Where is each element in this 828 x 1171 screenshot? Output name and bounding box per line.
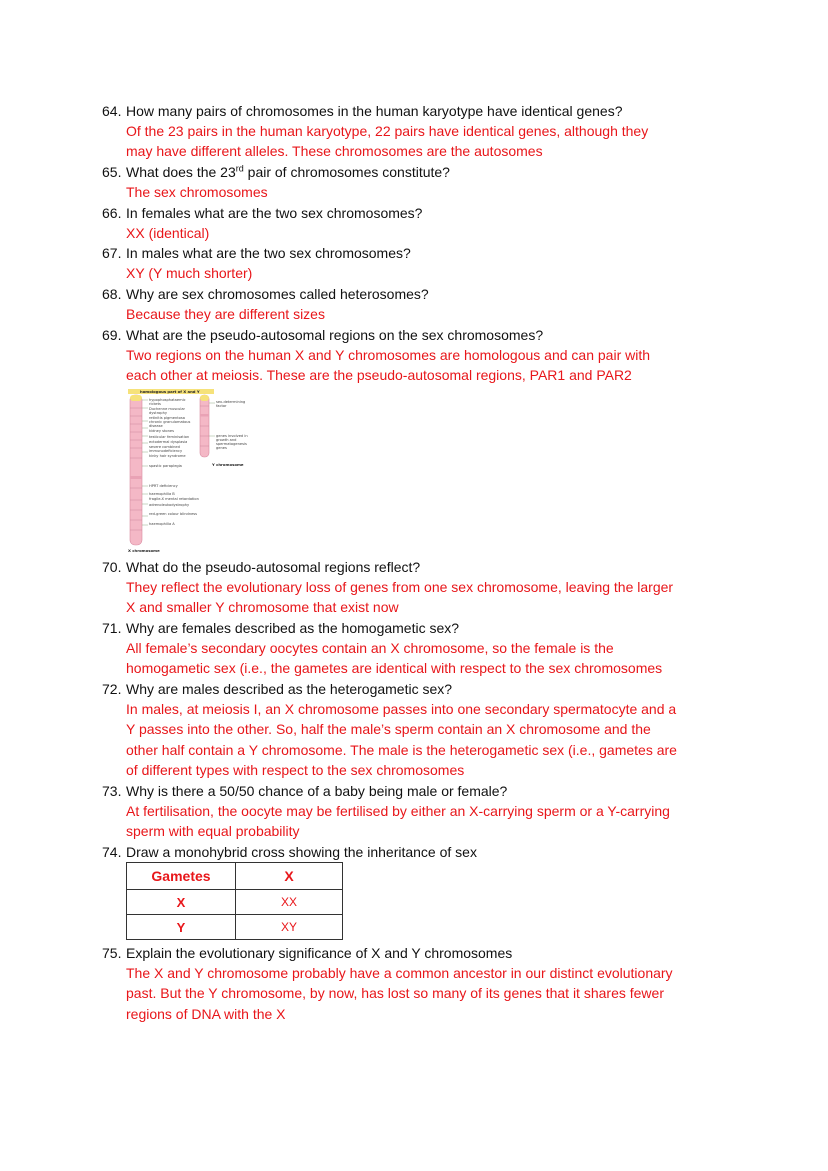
svg-text:severe combined: severe combined bbox=[149, 445, 180, 449]
svg-text:factor: factor bbox=[216, 404, 227, 408]
svg-text:chronic granulomatous: chronic granulomatous bbox=[149, 420, 191, 424]
answer-71: All female’s secondary oocytes contain an X chromosome, so the female is the homogametic sex (i.e., the gametes are identical with respect to the sex chromosomes bbox=[126, 640, 663, 677]
y-gene-pointers bbox=[209, 403, 215, 436]
svg-text:kinky hair syndrome: kinky hair syndrome bbox=[149, 454, 186, 458]
table-row bbox=[127, 915, 343, 940]
question-73: 73. Why is there a 50/50 chance of a baby being male or female? bbox=[102, 783, 508, 799]
svg-text:genes: genes bbox=[216, 446, 227, 450]
x-gene-pointers bbox=[142, 400, 148, 525]
question-69: 69. What are the pseudo-autosomal regions on the sex chromosomes? bbox=[102, 327, 544, 343]
answer-73: At fertilisation, the oocyte may be fertilised by either an X-carrying sperm or a Y-carrying sperm with equal probability bbox=[126, 803, 670, 840]
answer-69: Two regions on the human X and Y chromosomes are homologous and can pair with each other at meiosis. These are the pseudo-autosomal regions, PAR1 and PAR2 bbox=[126, 347, 651, 384]
svg-text:genes involved in: genes involved in bbox=[216, 434, 248, 438]
y-homologous-cap bbox=[200, 395, 209, 401]
svg-text:dystrophy: dystrophy bbox=[149, 411, 167, 415]
answer-75: The X and Y chromosome probably have a common ancestor in our distinct evolutionary past. But the Y chromosome, by now, has lost so many of its genes that it shares fewer regions of DNA with the X bbox=[126, 965, 673, 1022]
svg-text:adrenoleukodystrophy: adrenoleukodystrophy bbox=[149, 503, 190, 507]
svg-text:Duchenne muscular: Duchenne muscular bbox=[149, 407, 186, 411]
svg-text:haemophilia A: haemophilia A bbox=[149, 522, 175, 526]
answer-64: Of the 23 pairs in the human karyotype, 22 pairs have identical genes, although they may have different alleles. These chromosomes are the autosomes bbox=[126, 123, 649, 160]
answer-68: Because they are different sizes bbox=[126, 306, 325, 322]
svg-text:growth and: growth and bbox=[216, 438, 237, 442]
svg-text:kidney stones: kidney stones bbox=[149, 429, 174, 433]
svg-text:spermatogenesis: spermatogenesis bbox=[216, 442, 247, 446]
svg-text:ectodermal dysplasia: ectodermal dysplasia bbox=[149, 440, 188, 444]
y-chromosome-label: Y chromosome bbox=[212, 462, 244, 467]
question-67: 67. In males what are the two sex chromosomes? bbox=[102, 245, 411, 261]
svg-text:fragile-X mental retardation: fragile-X mental retardation bbox=[149, 497, 199, 501]
svg-text:haemophilia B: haemophilia B bbox=[149, 492, 175, 496]
question-64: 64. How many pairs of chromosomes in the human karyotype have identical genes? bbox=[102, 103, 623, 119]
svg-text:disease: disease bbox=[149, 424, 163, 428]
svg-text:spastic paraplegia: spastic paraplegia bbox=[149, 464, 182, 468]
question-71: 71. Why are females described as the homogametic sex? bbox=[102, 620, 460, 636]
x-chromosome bbox=[130, 395, 142, 545]
question-75: 75. Explain the evolutionary significance of X and Y chromosomes bbox=[102, 945, 513, 961]
question-65: 65. What does the 23rd pair of chromosomes constitute? bbox=[102, 163, 450, 180]
svg-text:hypophosphataemic: hypophosphataemic bbox=[149, 398, 186, 402]
question-72: 72. Why are males described as the heterogametic sex? bbox=[102, 681, 453, 697]
question-68: 68. Why are sex chromosomes called heterosomes? bbox=[102, 286, 429, 302]
table-row bbox=[127, 890, 343, 915]
table-cell: Y bbox=[127, 915, 236, 940]
diagram-title: homologous part of X and Y bbox=[140, 389, 200, 394]
svg-text:HPRT deficiency: HPRT deficiency bbox=[149, 484, 178, 488]
svg-text:sex-determining: sex-determining bbox=[216, 400, 246, 404]
x-chromosome-centromere bbox=[130, 476, 142, 479]
answer-66: XX (identical) bbox=[126, 225, 210, 241]
answer-67: XY (Y much shorter) bbox=[126, 265, 253, 281]
monohybrid-cross-table bbox=[126, 862, 343, 940]
x-homologous-cap bbox=[130, 395, 142, 401]
y-chromosome-centromere bbox=[200, 414, 209, 417]
table-header-row bbox=[127, 863, 343, 890]
table-cell: X bbox=[127, 890, 236, 915]
table-header-cell: X bbox=[236, 863, 343, 890]
answer-65: The sex chromosomes bbox=[126, 184, 268, 200]
svg-text:testicular feminisation: testicular feminisation bbox=[149, 435, 190, 439]
x-chromosome-label: X chromosome bbox=[128, 548, 160, 553]
question-70: 70. What do the pseudo-autosomal regions reflect? bbox=[102, 559, 421, 575]
svg-text:retinitis pigmentosa: retinitis pigmentosa bbox=[149, 416, 185, 420]
sex-chromosome-diagram bbox=[126, 388, 266, 556]
svg-text:immunodeficiency: immunodeficiency bbox=[149, 449, 183, 453]
x-gene-labels bbox=[149, 398, 199, 526]
table-cell: XX bbox=[236, 890, 343, 915]
table-cell: XY bbox=[236, 915, 343, 940]
svg-text:rickets: rickets bbox=[149, 402, 161, 406]
answer-72: In males, at meiosis I, an X chromosome passes into one secondary spermatocyte and a Y passes into the other. So, half the male’s sperm contain an X chromosome and the other half contain a Y chromosome. The male is the heterogametic sex (i.e., gametes are of different types with respect to the sex chromosomes bbox=[126, 701, 677, 778]
question-66: 66. In females what are the two sex chromosomes? bbox=[102, 205, 423, 221]
question-74: 74. Draw a monohybrid cross showing the inheritance of sex bbox=[102, 844, 477, 860]
table-header-cell: Gametes bbox=[127, 863, 236, 890]
svg-text:red-green colour blindness: red-green colour blindness bbox=[149, 512, 198, 516]
y-gene-labels bbox=[216, 400, 248, 450]
answer-70: They reflect the evolutionary loss of genes from one sex chromosome, leaving the larger X and smaller Y chromosome that exist now bbox=[126, 579, 674, 616]
